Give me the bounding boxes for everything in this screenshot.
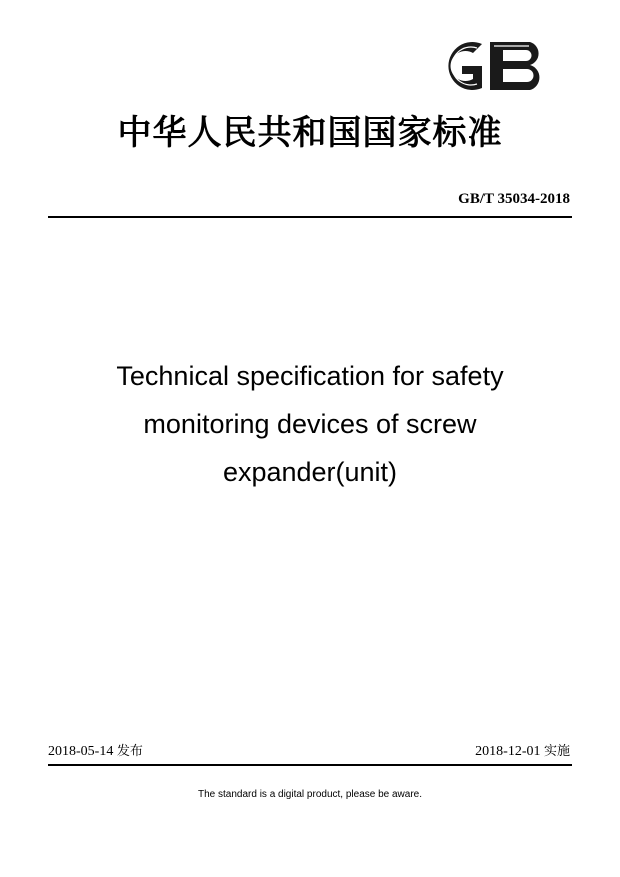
gb-logo (426, 38, 558, 94)
gb-logo-graphic (426, 38, 558, 94)
title-line-2: monitoring devices of screw (143, 409, 477, 439)
issuing-organization: 中华人民共和国国家标准 (117, 113, 503, 153)
gb-logo-letter-b (490, 42, 539, 90)
standard-number: GB/T 35034-2018 (458, 191, 570, 207)
implementation-label: 实施 (543, 744, 570, 759)
issue-date-block (48, 743, 143, 761)
gb-logo-letter-g (448, 42, 482, 90)
document-title (60, 352, 560, 496)
issue-label: 发布 (116, 744, 143, 759)
footer-divider (48, 764, 572, 766)
title-line-3: expander(unit) (222, 457, 398, 487)
issue-date: 2018-05-14 (48, 744, 114, 759)
implementation-date: 2018-12-01 (475, 744, 541, 759)
header-divider (48, 216, 572, 218)
implementation-date-block (475, 743, 570, 761)
digital-product-notice: The standard is a digital product, please be aware. (197, 789, 423, 800)
title-line-1: Technical specification for safety (116, 361, 504, 391)
